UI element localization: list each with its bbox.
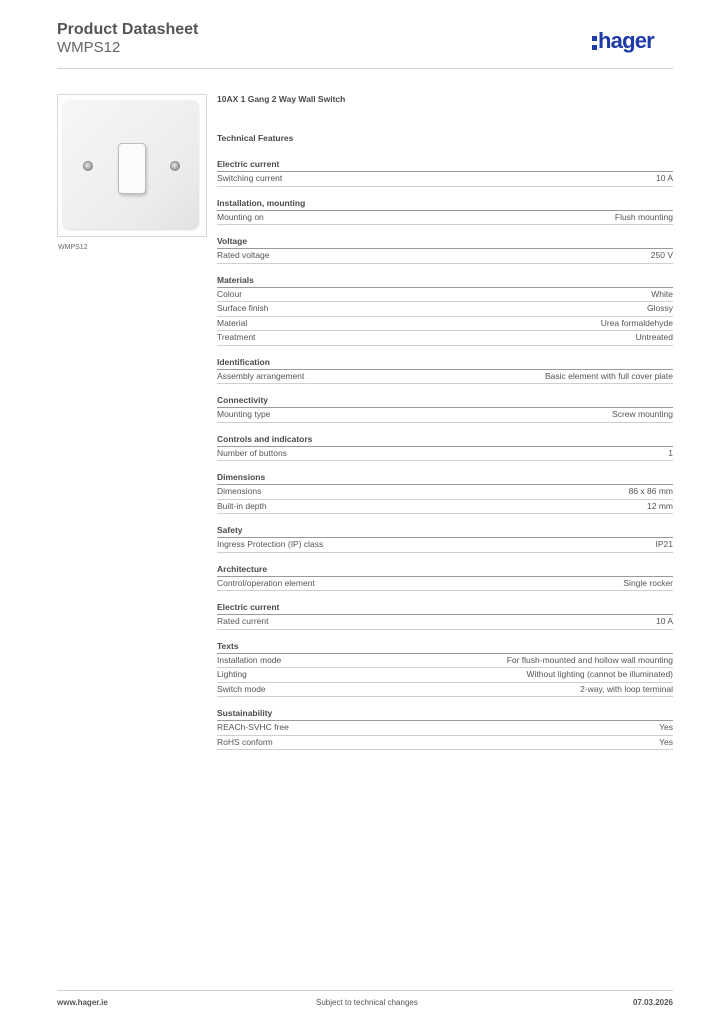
spec-section [217,197,673,226]
spec-label: Switch mode [217,683,266,694]
spec-section [217,394,673,423]
screw-icon [170,161,180,171]
spec-label: Rated voltage [217,250,270,260]
product-name: 10AX 1 Gang 2 Way Wall Switch [217,94,346,104]
spec-row [217,331,673,346]
spec-row [217,485,673,500]
screw-icon [83,161,93,171]
spec-section [217,524,673,553]
spec-value: 10 A [655,616,673,626]
spec-row [217,577,673,592]
image-caption: WMPS12 [58,244,88,251]
section-title: Electric current [217,601,673,615]
spec-section [217,433,673,462]
spec-sections [217,158,673,750]
spec-value: 86 x 86 mm [628,486,673,496]
spec-row [217,721,673,736]
features-heading: Technical Features [217,133,294,143]
spec-row [217,668,673,683]
spec-value: 10 A [655,173,673,183]
spec-label: Control/operation element [217,577,315,588]
spec-value: Untreated [635,332,673,342]
spec-value: IP21 [655,539,673,549]
spec-row [217,408,673,423]
spec-label: RoHS conform [217,736,273,747]
spec-value: White [651,288,673,299]
spec-section [217,640,673,698]
spec-label: Rated current [217,616,269,626]
section-title: Controls and indicators [217,433,673,447]
spec-row [217,317,673,332]
spec-row [217,249,673,264]
spec-section [217,563,673,592]
header-divider [57,68,673,69]
section-title: Electric current [217,158,673,172]
spec-value: Yes [659,722,673,732]
spec-row [217,302,673,317]
spec-label: Mounting on [217,211,264,222]
product-image [57,94,207,237]
spec-row [217,211,673,226]
spec-content [217,92,673,760]
hager-logo [592,27,674,57]
spec-value: 2-way, with loop terminal [580,683,673,694]
spec-label: Surface finish [217,303,269,313]
footer-notice: Subject to technical changes [316,998,418,1007]
rocker-switch [118,143,146,194]
document-title: Product Datasheet [57,21,199,38]
spec-value: 1 [668,447,673,458]
spec-section [217,356,673,385]
spec-section [217,601,673,630]
spec-row [217,447,673,462]
spec-section [217,274,673,346]
spec-row [217,538,673,553]
spec-row [217,172,673,187]
spec-row [217,736,673,751]
document-subtitle: WMPS12 [57,39,121,56]
section-title: Identification [217,356,673,370]
spec-label: Ingress Protection (IP) class [217,539,324,549]
section-title: Sustainability [217,707,673,721]
spec-value: For flush-mounted and hollow wall mounting [506,654,673,665]
spec-section [217,235,673,264]
section-title: Voltage [217,235,673,249]
spec-label: Mounting type [217,409,271,419]
section-title: Safety [217,524,673,538]
spec-row [217,500,673,515]
footer-date: 07.03.2026 [632,998,673,1007]
spec-value: Urea formaldehyde [600,317,673,328]
spec-label: Number of buttons [217,447,287,458]
spec-row [217,683,673,698]
spec-label: Colour [217,288,243,299]
spec-value: 250 V [650,250,673,260]
spec-row [217,370,673,385]
spec-value: Basic element with full cover plate [544,370,673,381]
section-title: Texts [217,640,673,654]
spec-label: Lighting [217,669,247,679]
section-title: Installation, mounting [217,197,673,211]
page-header [57,21,198,57]
spec-value: Single rocker [623,577,673,588]
spec-label: Installation mode [217,654,282,665]
spec-value: Glossy [647,303,673,313]
footer-divider [57,990,673,991]
section-title: Materials [217,274,673,288]
section-title: Connectivity [217,394,673,408]
switch-plate [63,100,199,229]
logo-wordmark: hager [598,28,654,53]
spec-value: Flush mounting [614,211,673,222]
logo-colon-icon [592,32,597,50]
spec-label: Material [217,317,248,328]
section-title: Dimensions [217,471,673,485]
spec-label: Built-in depth [217,500,267,511]
spec-section [217,158,673,187]
spec-value: Yes [659,736,673,747]
spec-row [217,288,673,303]
spec-label: Switching current [217,173,283,183]
spec-value: Screw mounting [612,409,673,419]
spec-value: 12 mm [647,500,673,511]
spec-label: Dimensions [217,486,262,496]
spec-row [217,615,673,630]
spec-label: Treatment [217,332,256,342]
spec-section [217,707,673,750]
spec-label: Assembly arrangement [217,370,305,381]
section-title: Architecture [217,563,673,577]
footer-website: www.hager.ie [57,998,108,1007]
spec-section [217,471,673,514]
spec-row [217,654,673,669]
spec-value: Without lighting (cannot be illuminated) [526,669,673,679]
spec-label: REACh-SVHC free [217,722,289,732]
